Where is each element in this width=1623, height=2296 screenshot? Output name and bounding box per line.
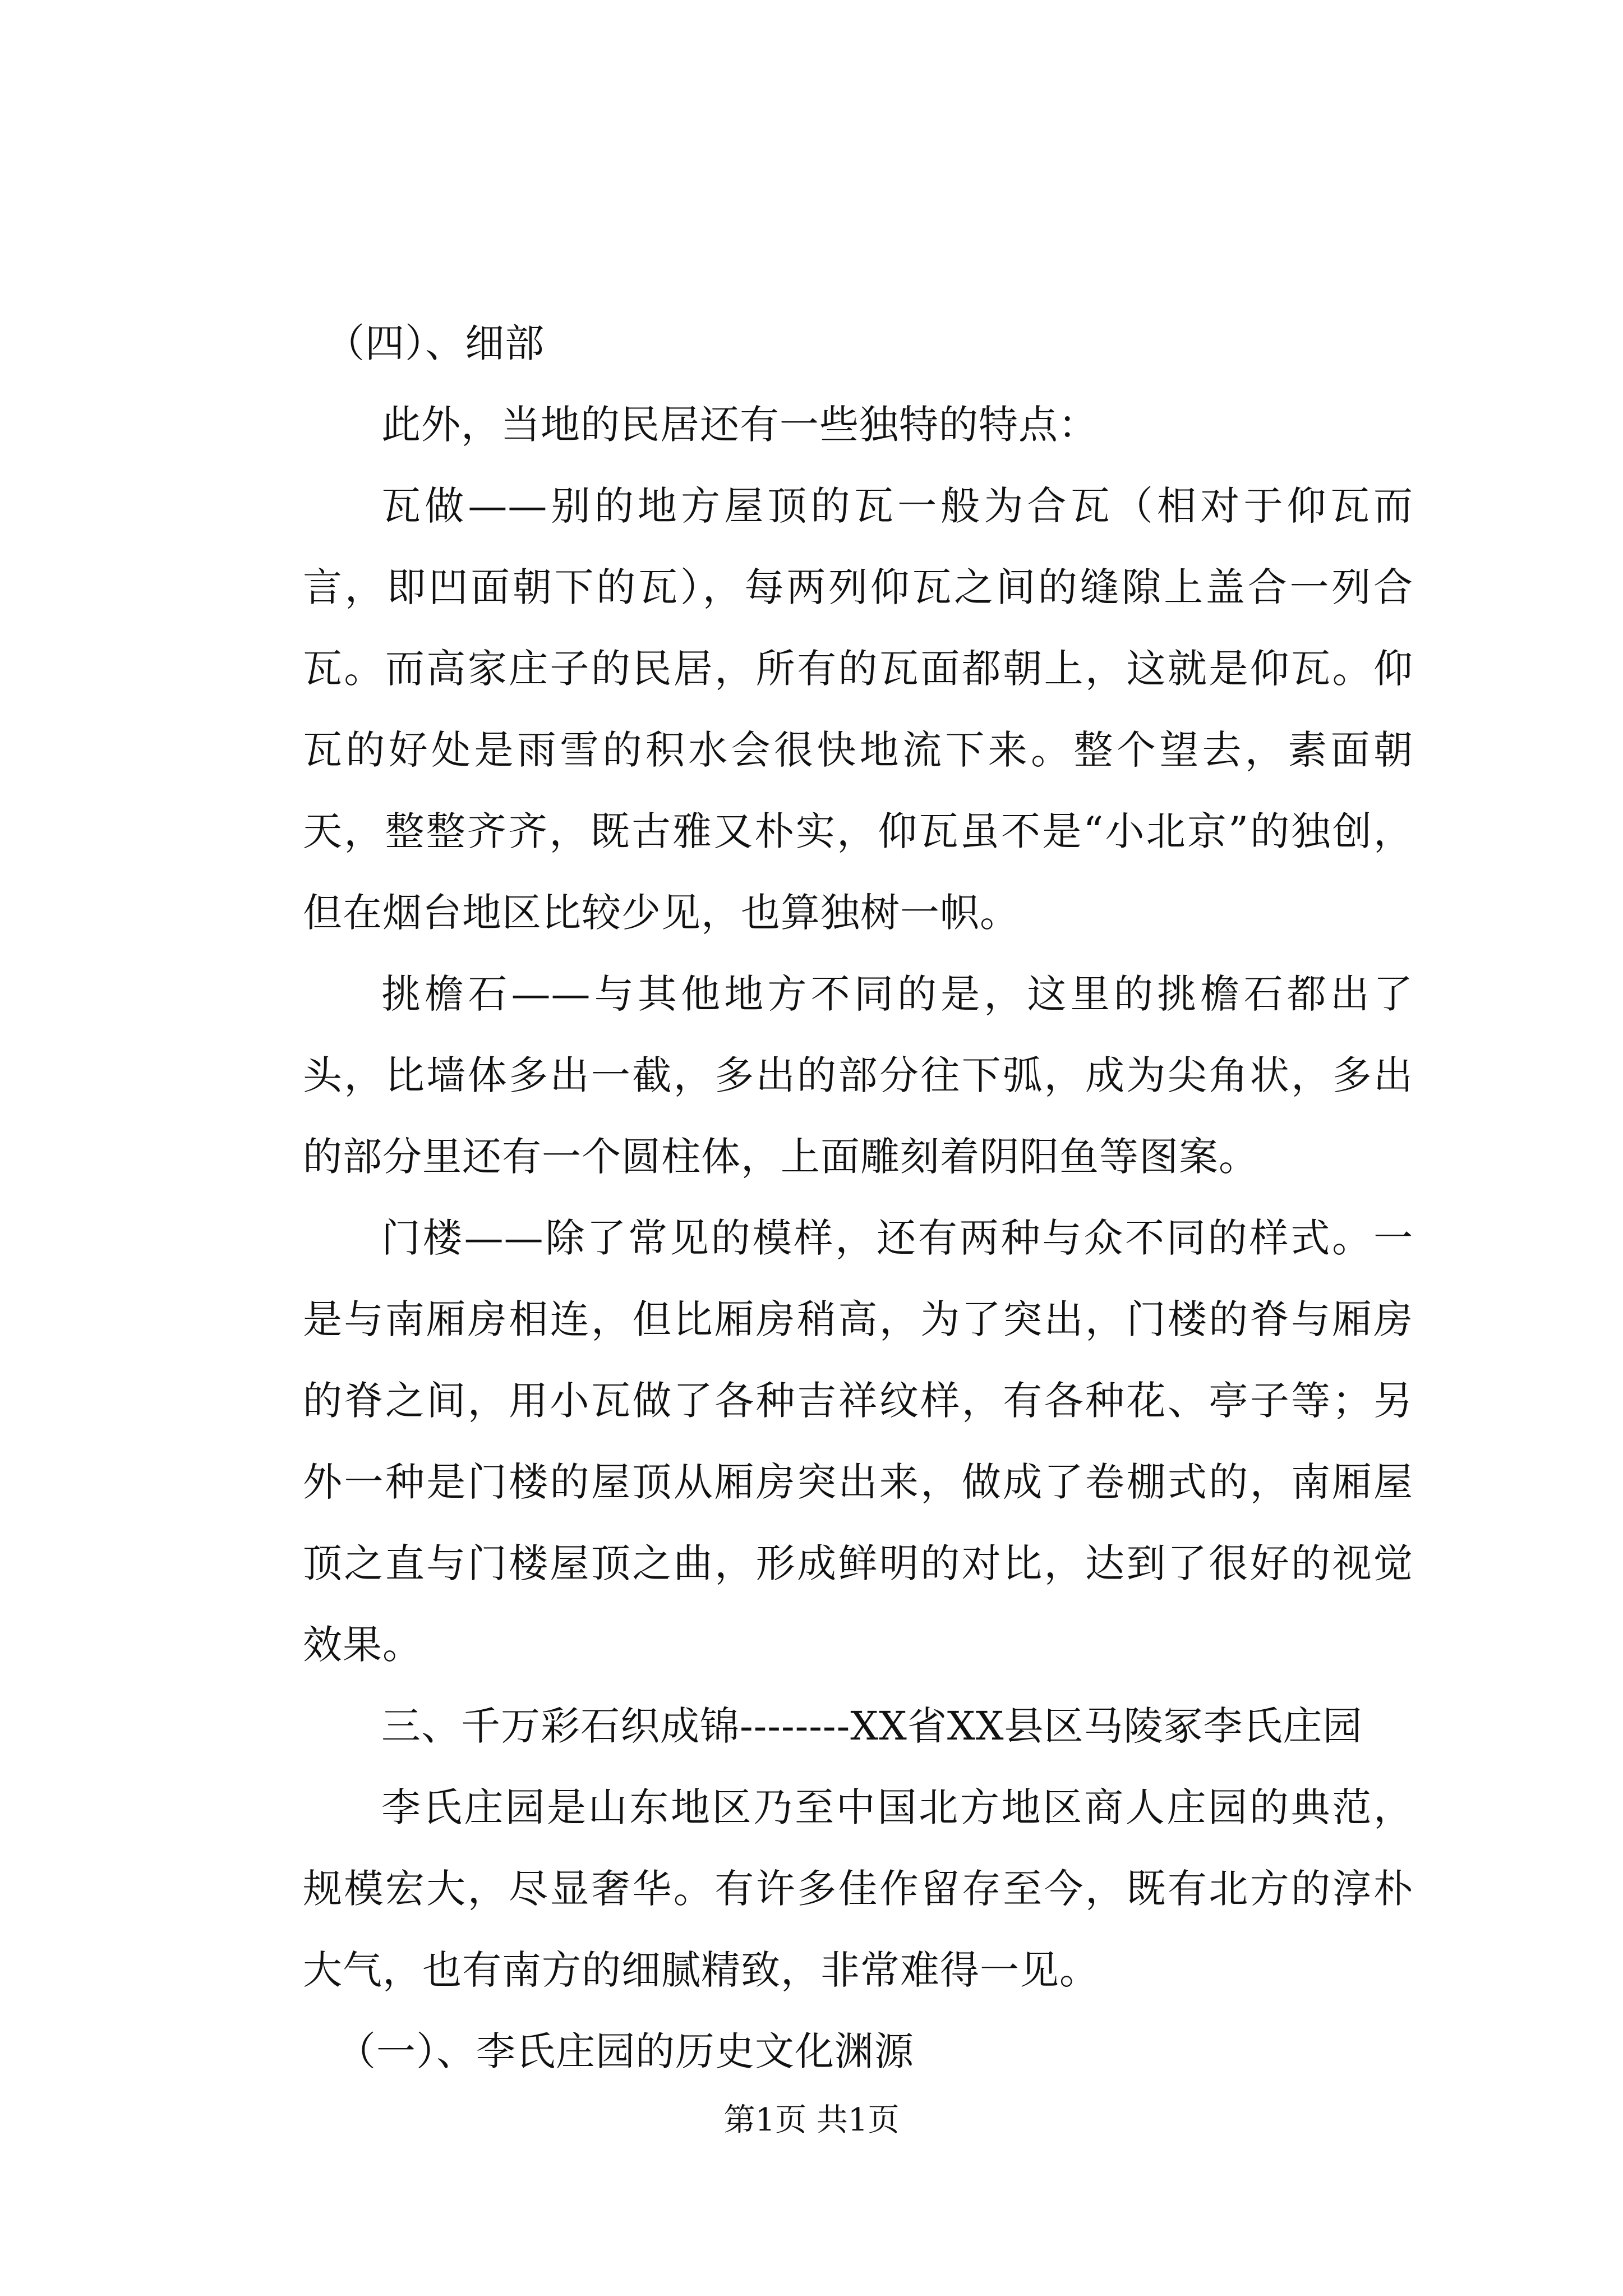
paragraph-intro: 此外，当地的民居还有一些独特的特点： [381,402,1098,448]
paragraph-li-manor: 李氏庄园是山东地区乃至中国北方地区商人庄园的典范，规模宏大，尽显奢华。有许多佳作留存至今，既有北方的淳朴大气，也有南方的细腻精致，非常难得一见。 [303,1784,1413,1993]
page-footer: 第1页 共1页 [723,2102,900,2138]
subsection-heading-history: （一）、李氏庄园的历史文化渊源 [336,2028,914,2074]
section-heading-li-manor: 三、千万彩石织成锦--------XX省XX县区马陵冢李氏庄园 [381,1703,1363,1749]
paragraph-gatehouse: 门楼——除了常见的模样，还有两种与众不同的样式。一是与南厢房相连，但比厢房稍高，为了突出，门楼的脊与厢房的脊之间，用小瓦做了各种吉祥纹样，有各种花、亭子等；另外一种是门楼的屋顶从厢房突出来，做成了卷棚式的，南厢屋顶之直与门楼屋顶之曲，形成鲜明的对比，达到了很好的视觉效果。 [303,1215,1413,1668]
paragraph-eave-stone: 挑檐石——与其他地方不同的是，这里的挑檐石都出了头，比墙体多出一截，多出的部分往下弧，成为尖角状，多出的部分里还有一个圆柱体，上面雕刻着阴阳鱼等图案。 [303,971,1413,1180]
section-heading-details: （四）、细部 [325,320,545,366]
paragraph-tiles: 瓦做——别的地方屋顶的瓦一般为合瓦（相对于仰瓦而言，即凹面朝下的瓦），每两列仰瓦之间的缝隙上盖合一列合瓦。而高家庄子的民居，所有的瓦面都朝上，这就是仰瓦。仰瓦的好处是雨雪的积水会很快地流下来。整个望去，素面朝天，整整齐齐，既古雅又朴实，仰瓦虽不是“小北京”的独创，但在烟台地区比较少见，也算独树一帜。 [303,483,1413,936]
document-body [303,303,1413,2092]
